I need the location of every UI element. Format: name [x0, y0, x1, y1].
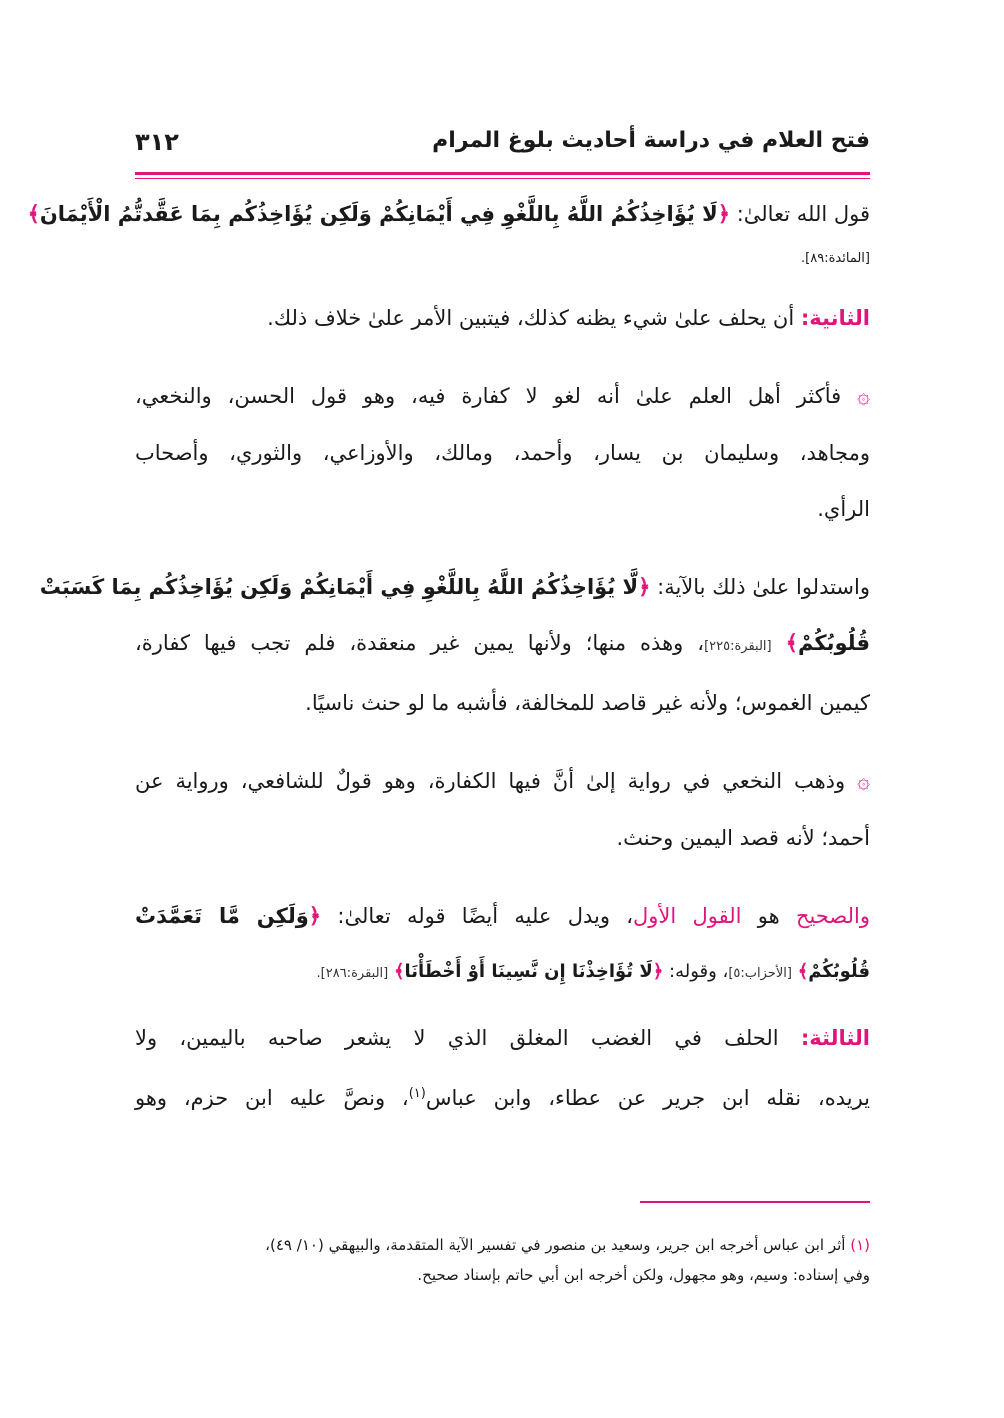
verse-reference: [البقرة:٢٢٥]	[704, 639, 772, 654]
footnote-marker[interactable]: (١)	[408, 1086, 426, 1101]
quran-close-bracket: ﴾	[785, 631, 798, 655]
quran-close-bracket: ﴾	[27, 202, 40, 226]
quran-open-bracket: ﴿	[652, 961, 664, 982]
paragraph-text: أن يحلف علىٰ شيء يظنه كذلك، فيتبين الأمر علىٰ خلاف ذلك.	[267, 306, 801, 330]
line-text: ، وقوله:	[663, 961, 729, 982]
header-rule-thick	[135, 172, 870, 175]
text-line	[135, 1066, 870, 1126]
paragraph-evidence	[39, 559, 870, 731]
line-text: ، ويدل عليه أيضًا قوله تعالىٰ:	[321, 904, 634, 928]
page-number: ٣١٢	[135, 128, 179, 156]
section-heading-second: الثانية:	[800, 306, 870, 330]
flower-ornament-icon: ۞	[857, 769, 870, 794]
line-text: ، وهذه منها؛ ولأنها يمين غير منعقدة، فلم تجب فيها كفارة،	[135, 631, 705, 655]
verse-reference: [المائدة:٨٩].	[801, 251, 870, 266]
page-header	[135, 128, 870, 168]
quran-verse-end: قُلُوبُكُمْ	[797, 631, 870, 655]
text-line: كيمين الغموس؛ ولأنه غير قاصد للمخالفة، فأشبه ما لو حنث ناسيًا.	[305, 691, 870, 715]
line-text: الحلف في الغضب المغلق الذي لا يشعر صاحبه باليمين، ولا	[135, 1026, 801, 1050]
quran-verse: لَّا يُؤَاخِذُكُمُ اللَّهُ بِاللَّغْوِ فِي أَيْمَانِكُمْ وَلَكِن يُؤَاخِذُكُم بِمَا كَسَبَتْ	[39, 575, 639, 599]
highlight-sahih: والصحيح	[795, 904, 870, 928]
line-text: فأكثر أهل العلم علىٰ أنه لغو لا كفارة فيه، وهو قول الحسن، والنخعي،	[135, 384, 858, 408]
line-text: وذهب النخعي في رواية إلىٰ أنَّ فيها الكفارة، وهو قولٌ للشافعي، ورواية عن	[135, 769, 858, 793]
header-rule-thin	[135, 178, 870, 179]
footnote-item	[135, 1230, 870, 1260]
text-line: الرأي.	[817, 497, 870, 521]
text-line	[135, 368, 870, 425]
quran-close-bracket: ﴾	[393, 961, 405, 982]
line-text: يريده، نقله ابن جرير عن عطاء، وابن عباس	[425, 1086, 870, 1110]
footnote-separator	[640, 1201, 870, 1203]
text-line	[135, 888, 870, 944]
line-text: ، ونصَّ عليه ابن حزم، وهو	[135, 1086, 409, 1110]
section-heading-third: الثالثة:	[800, 1026, 870, 1050]
verse-reference: [البقرة:٢٨٦].	[316, 966, 389, 981]
page-body	[27, 186, 870, 1126]
line-text: هو	[741, 904, 796, 928]
intro-text: قول الله تعالىٰ:	[730, 202, 870, 226]
quran-open-bracket: ﴿	[717, 202, 731, 226]
verse-reference: [الأحزاب:٥]	[728, 966, 792, 981]
intro-text: واستدلوا علىٰ ذلك بالآية:	[650, 575, 870, 599]
quran-open-bracket: ﴿	[308, 904, 322, 928]
flower-ornament-icon: ۞	[857, 384, 870, 409]
text-line	[135, 944, 870, 1002]
text-line: أحمد؛ لأنه قصد اليمين وحنث.	[616, 826, 870, 850]
text-line	[135, 753, 870, 810]
highlight-first-opinion: القول الأول	[633, 904, 742, 928]
text-line	[135, 615, 870, 675]
footnote-number: (١)	[850, 1236, 870, 1254]
footnote-item-continued: وفي إسناده: وسيم، وهو مجهول، ولكن أخرجه ابن أبي حاتم بإسناد صحيح.	[417, 1266, 870, 1284]
text-line	[39, 559, 870, 615]
footnote-text: أثر ابن عباس أخرجه ابن جرير، وسعيد بن منصور في تفسير الآية المتقدمة، والبيهقي (١٠/ ٤٩)،	[265, 1236, 851, 1254]
text-line	[135, 1010, 870, 1066]
paragraph-majority-view	[135, 368, 870, 537]
footnotes	[135, 1230, 870, 1290]
quran-close-bracket: ﴾	[797, 961, 809, 982]
paragraph-second	[135, 290, 870, 346]
paragraph-third	[135, 1010, 870, 1126]
quran-verse: لَا يُؤَاخِذُكُمُ اللَّهُ بِاللَّغْوِ فِي أَيْمَانِكُمْ وَلَكِن يُؤَاخِذُكُم بِمَا عَقَّدتُّمُ الْأَيْمَانَ	[39, 202, 718, 226]
quran-verse-end: قُلُوبُكُمْ	[808, 961, 870, 982]
quran-verse: وَلَكِن مَّا تَعَمَّدَتْ	[135, 904, 309, 928]
quran-open-bracket: ﴿	[638, 575, 651, 599]
quran-verse: لَا تُؤَاخِذْنَا إِن نَّسِينَا أَوْ أَخْطَأْنَا	[404, 961, 653, 982]
paragraph-correct-view	[135, 888, 870, 1002]
text-line: ومجاهد، وسليمان بن يسار، وأحمد، ومالك، والأوزاعي، والثوري، وأصحاب	[135, 441, 870, 465]
book-title: فتح العلام في دراسة أحاديث بلوغ المرام	[432, 128, 870, 153]
paragraph-nakhai-view	[135, 753, 870, 866]
paragraph-quran-verse	[27, 186, 870, 276]
text-line	[135, 290, 870, 346]
text-line	[27, 186, 870, 242]
